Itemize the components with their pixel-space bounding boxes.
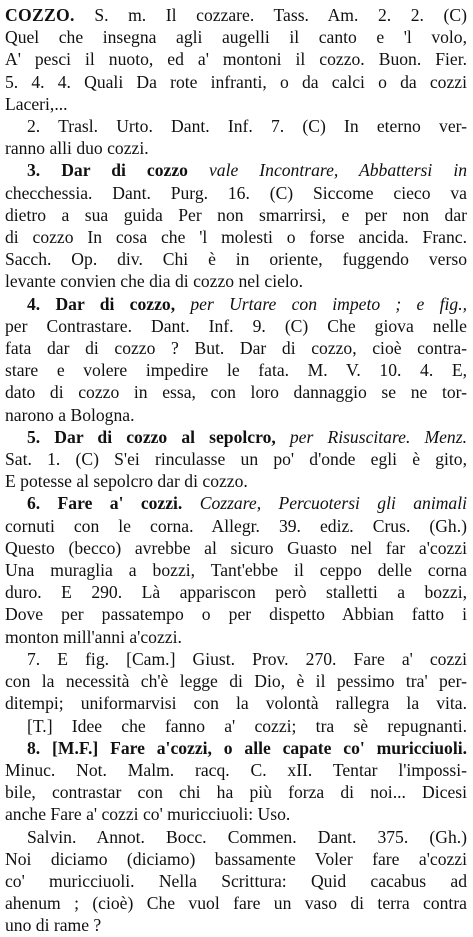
text-line: Una muraglia a bozzi, Tant'ebbe il ceppo delle corna (5, 560, 467, 581)
text-line: fata dar di cozzo ? But. Dar di cozzo, cioè contra- (5, 338, 467, 359)
text-line: dietro a sua guida Per non smarrirsi, e per non dar (5, 204, 467, 225)
text-line: cornuti con le corna. Allegr. 39. ediz. Crus. (Gh.) (5, 515, 467, 536)
text-line: E potesse al sepolcro dar di cozzo. (5, 471, 248, 492)
text-line: Minuc. Not. Malm. racq. C. xII. Tentar l'impossi- (5, 759, 467, 780)
text-line: ranno alli duo cozzi. (5, 138, 149, 159)
sense-heading: 4. Dar di cozzo, (27, 293, 176, 314)
text-line: stare e volere impedire le fata. M. V. 10. 4. E, (5, 360, 467, 381)
text-line: con la necessità ch'è legge di Dio, è il pessimo tra' per- (5, 671, 467, 692)
text-line: levante convien che dia di cozzo nel cielo. (5, 271, 303, 292)
sense-6 (5, 492, 467, 647)
text-line: Sacch. Op. div. Chi è in oriente, fuggendo verso (5, 249, 467, 270)
text-line: ditempi; uniformarvisi con la volontà rallegra la vita. (5, 693, 467, 714)
text-line: bile, contrastar con chi ha più forza di noi... Dicesi (5, 782, 467, 803)
text-line: Quel che insegna agli augelli il canto e 'l volo, (5, 27, 467, 48)
entry-cozzo-main (5, 4, 467, 115)
text-line: A' pesci il nuoto, ed a' montoni il cozzo. Buon. Fier. (5, 49, 467, 70)
text-line: 5. Dar di cozzo al sepolcro, per Risuscitare. Menz. (27, 426, 467, 447)
text-line: Laceri,... (5, 93, 68, 114)
sense-3 (5, 159, 467, 292)
text-line: dato di cozzo in essa, con loro dannaggio se ne tor- (5, 382, 467, 403)
sense-heading: 5. Dar di cozzo al sepolcro, (27, 426, 276, 447)
text-line: duro. E 290. Là appariscon però stalletti a bozzi, (5, 582, 467, 603)
text-line: narono a Bologna. (5, 404, 135, 425)
sense-heading: 3. Dar di cozzo (27, 160, 188, 181)
text-line: Noi diciamo (diciamo) bassamente Voler fare a'cozzi (5, 848, 467, 869)
text-line: 6. Fare a' cozzi. Cozzare, Percuotersi gli animali (27, 493, 467, 514)
text-line: [T.] Idee che fanno a' cozzi; tra sè repugnanti. (27, 715, 467, 736)
text-line: uno di rame ? (5, 915, 102, 936)
sense-heading: 6. Fare a' cozzi. (27, 493, 183, 514)
text-line: 3. Dar di cozzo vale Incontrare, Abbattersi in (27, 160, 467, 181)
sense-7 (5, 648, 467, 737)
text-line: Dove per passatempo o per dispetto Abbian fatto i (5, 604, 467, 625)
text-line: anche Fare a' cozzi co' muricciuoli: Uso. (5, 804, 291, 825)
text-line: monton mill'anni a'cozzi. (5, 626, 182, 647)
text-line: checchessia. Dant. Purg. 16. (C) Siccome cieco va (5, 182, 467, 203)
text-line: 2. Trasl. Urto. Dant. Inf. 7. (C) In eterno ver- (27, 116, 467, 137)
text-line: di cozzo In cosa che 'l molesti o forse ancida. Franc. (5, 227, 467, 248)
text-line: co' muricciuoli. Nella Scrittura: Quid cacabus ad (5, 870, 467, 891)
text-line: ahenum ; (cioè) Che vuol fare un vaso di terra contra (5, 893, 467, 914)
text-line: Sat. 1. (C) S'ei rinculasse un po' d'onde egli è gito, (5, 449, 467, 470)
sense-8 (5, 737, 467, 937)
text-line: 5. 4. 4. Quali Da rote infranti, o da calci o da cozzi (5, 71, 467, 92)
entry-headword: COZZO. (5, 5, 75, 25)
sense-2 (5, 115, 467, 159)
sense-4 (5, 293, 467, 426)
text-line: 8. [M.F.] Fare a'cozzi, o alle capate co' muricciuoli. (27, 737, 467, 758)
text-line: Questo (becco) avrebbe al sicuro Guasto nel far a'cozzi (5, 537, 467, 558)
text-line: 7. E fig. [Cam.] Giust. Prov. 270. Fare a' cozzi (27, 648, 467, 669)
text-line: 4. Dar di cozzo, per Urtare con impeto ; e fig., (27, 293, 467, 314)
text-line: COZZO. S. m. Il cozzare. Tass. Am. 2. 2. (C) (5, 5, 467, 25)
sense-5 (5, 426, 467, 493)
text-line: per Contrastare. Dant. Inf. 9. (C) Che giova nelle (5, 315, 467, 336)
text-line: Salvin. Annot. Bocc. Commen. Dant. 375. (Gh.) (27, 826, 467, 847)
